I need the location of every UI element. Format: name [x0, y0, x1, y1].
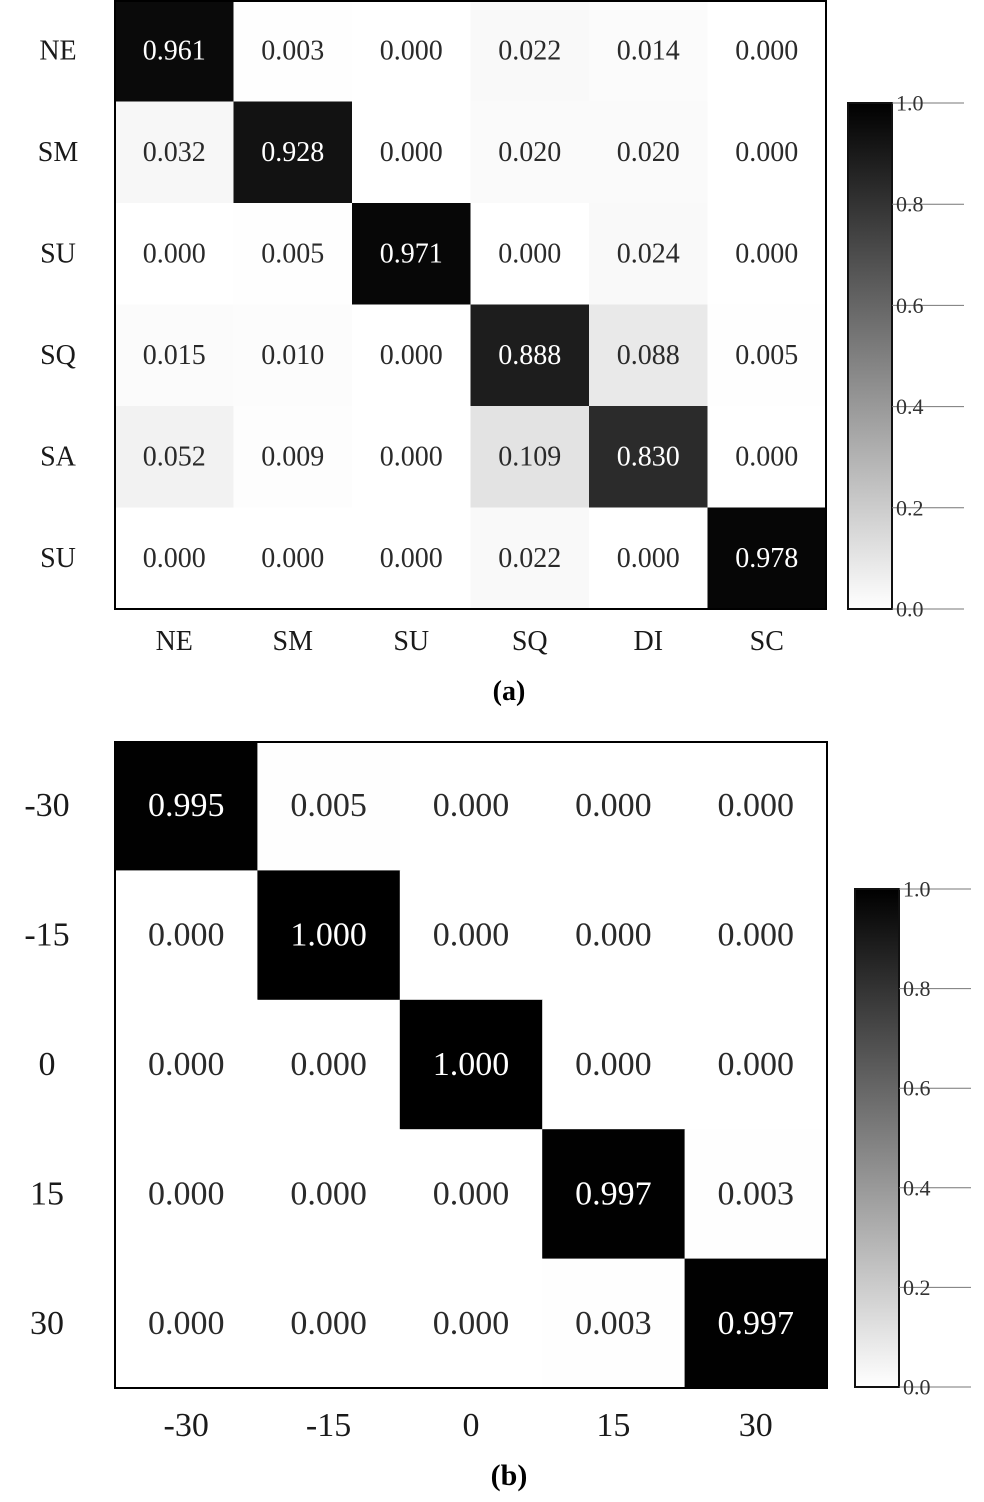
cell-value-label: 0.000 [290, 1304, 367, 1342]
cell-value-label: 0.003 [575, 1304, 652, 1342]
cell-value-label: 0.000 [379, 35, 443, 67]
column-tick-label: -30 [163, 1407, 209, 1444]
cell-value-label: 0.000 [432, 1304, 510, 1342]
colorbar-tick-label: 0.4 [903, 1175, 931, 1201]
colorbar-tick-label: 0.4 [896, 394, 924, 420]
cell-value-label: 0.000 [717, 916, 795, 954]
column-tick-label: SC [749, 626, 784, 657]
cell-value-label: 0.020 [498, 136, 562, 168]
colorbar-tick-label: 0.0 [896, 596, 924, 622]
row-tick-label: SU [40, 238, 76, 270]
colorbar-tick-label: 0.0 [903, 1374, 931, 1400]
cell-value-label: 0.005 [290, 787, 367, 825]
cell-value-label: 0.000 [735, 441, 799, 473]
row-tick-label: SA [40, 441, 76, 473]
colorbar-tick-label: 0.6 [896, 292, 924, 318]
colorbar-tick-label: 0.8 [903, 976, 931, 1002]
cell-value-label: 0.020 [616, 136, 680, 168]
row-tick-label: SQ [40, 339, 76, 371]
cell-value-label: 0.003 [261, 35, 325, 67]
cell-value-label: 0.888 [498, 339, 562, 371]
row-tick-label: -15 [24, 916, 70, 954]
confusion-matrix-a [38, 0, 964, 707]
cell-value-label: 0.000 [261, 542, 325, 574]
cell-value-label: 0.000 [147, 1046, 225, 1083]
cell-value-label: 0.022 [498, 35, 562, 67]
row-tick-label: SU [40, 542, 76, 574]
column-tick-label: NE [155, 626, 193, 657]
cell-value-label: 0.005 [735, 339, 799, 371]
cell-value-label: 0.995 [147, 787, 225, 825]
cell-value-label: 0.997 [717, 1304, 795, 1342]
cell-value-label: 0.997 [575, 1175, 652, 1213]
cell-value-label: 0.000 [432, 916, 510, 954]
colorbar-tick-label: 1.0 [903, 876, 931, 902]
cell-value-label: 0.010 [261, 339, 325, 371]
cell-value-label: 0.000 [147, 916, 225, 954]
column-tick-label: SU [393, 626, 430, 657]
cell-value-label: 0.005 [261, 238, 325, 270]
cell-value-label: 0.000 [432, 1175, 510, 1213]
cell-value-label: 0.000 [717, 1046, 795, 1083]
cell-value-label: 0.000 [575, 916, 652, 954]
cell-value-label: 0.000 [142, 542, 206, 574]
cell-value-label: 0.000 [498, 238, 562, 270]
cell-value-label: 0.000 [142, 238, 206, 270]
cell-value-label: 0.000 [432, 787, 510, 825]
cell-value-label: 0.014 [616, 35, 680, 67]
column-tick-label: SM [272, 626, 313, 657]
cell-value-label: 0.024 [616, 238, 680, 270]
row-tick-label: NE [39, 35, 77, 67]
panel-caption: (b) [490, 1459, 528, 1492]
cell-value-label: 1.000 [290, 916, 367, 954]
cell-value-label: 0.015 [142, 339, 206, 371]
colorbar [848, 103, 892, 609]
column-tick-label: SQ [511, 626, 548, 657]
row-tick-label: 30 [30, 1304, 64, 1342]
colorbar [855, 889, 899, 1387]
row-tick-label: -30 [24, 787, 70, 825]
column-tick-label: DI [633, 626, 664, 657]
cell-value-label: 0.109 [498, 441, 562, 473]
cell-value-label: 0.032 [142, 136, 206, 168]
cell-value-label: 0.000 [575, 787, 652, 825]
cell-value-label: 1.000 [432, 1046, 510, 1083]
cell-value-label: 0.830 [616, 441, 680, 473]
cell-value-label: 0.971 [379, 238, 443, 270]
cell-value-label: 0.000 [616, 542, 680, 574]
column-tick-label: 15 [596, 1407, 631, 1444]
colorbar-tick-label: 0.2 [896, 495, 924, 521]
cell-value-label: 0.978 [735, 542, 799, 574]
confusion-matrix-b [24, 741, 971, 1492]
cell-value-label: 0.000 [735, 136, 799, 168]
cell-value-label: 0.000 [575, 1046, 652, 1083]
panel-caption: (a) [492, 676, 526, 707]
cell-value-label: 0.961 [142, 35, 206, 67]
cell-value-label: 0.000 [717, 787, 795, 825]
cell-value-label: 0.000 [379, 441, 443, 473]
colorbar-tick-label: 1.0 [896, 90, 924, 116]
colorbar-tick-label: 0.8 [896, 191, 924, 217]
column-tick-label: -15 [305, 1407, 352, 1444]
cell-value-label: 0.000 [735, 238, 799, 270]
column-tick-label: 30 [738, 1407, 773, 1444]
row-tick-label: 0 [38, 1046, 56, 1083]
cell-value-label: 0.000 [290, 1046, 367, 1083]
cell-value-label: 0.000 [735, 35, 799, 67]
row-tick-label: SM [37, 136, 79, 168]
row-tick-label: 15 [30, 1175, 64, 1213]
cell-value-label: 0.009 [261, 441, 325, 473]
cell-value-label: 0.088 [616, 339, 680, 371]
colorbar-tick-label: 0.6 [903, 1075, 931, 1101]
cell-value-label: 0.928 [261, 136, 325, 168]
cell-value-label: 0.003 [717, 1175, 795, 1213]
cell-value-label: 0.000 [379, 136, 443, 168]
cell-value-label: 0.000 [147, 1175, 225, 1213]
column-tick-label: 0 [462, 1407, 480, 1444]
cell-value-label: 0.000 [147, 1304, 225, 1342]
cell-value-label: 0.000 [379, 542, 443, 574]
colorbar-tick-label: 0.2 [903, 1274, 931, 1300]
cell-value-label: 0.022 [498, 542, 562, 574]
cell-value-label: 0.000 [290, 1175, 367, 1213]
cell-value-label: 0.052 [142, 441, 206, 473]
cell-value-label: 0.000 [379, 339, 443, 371]
